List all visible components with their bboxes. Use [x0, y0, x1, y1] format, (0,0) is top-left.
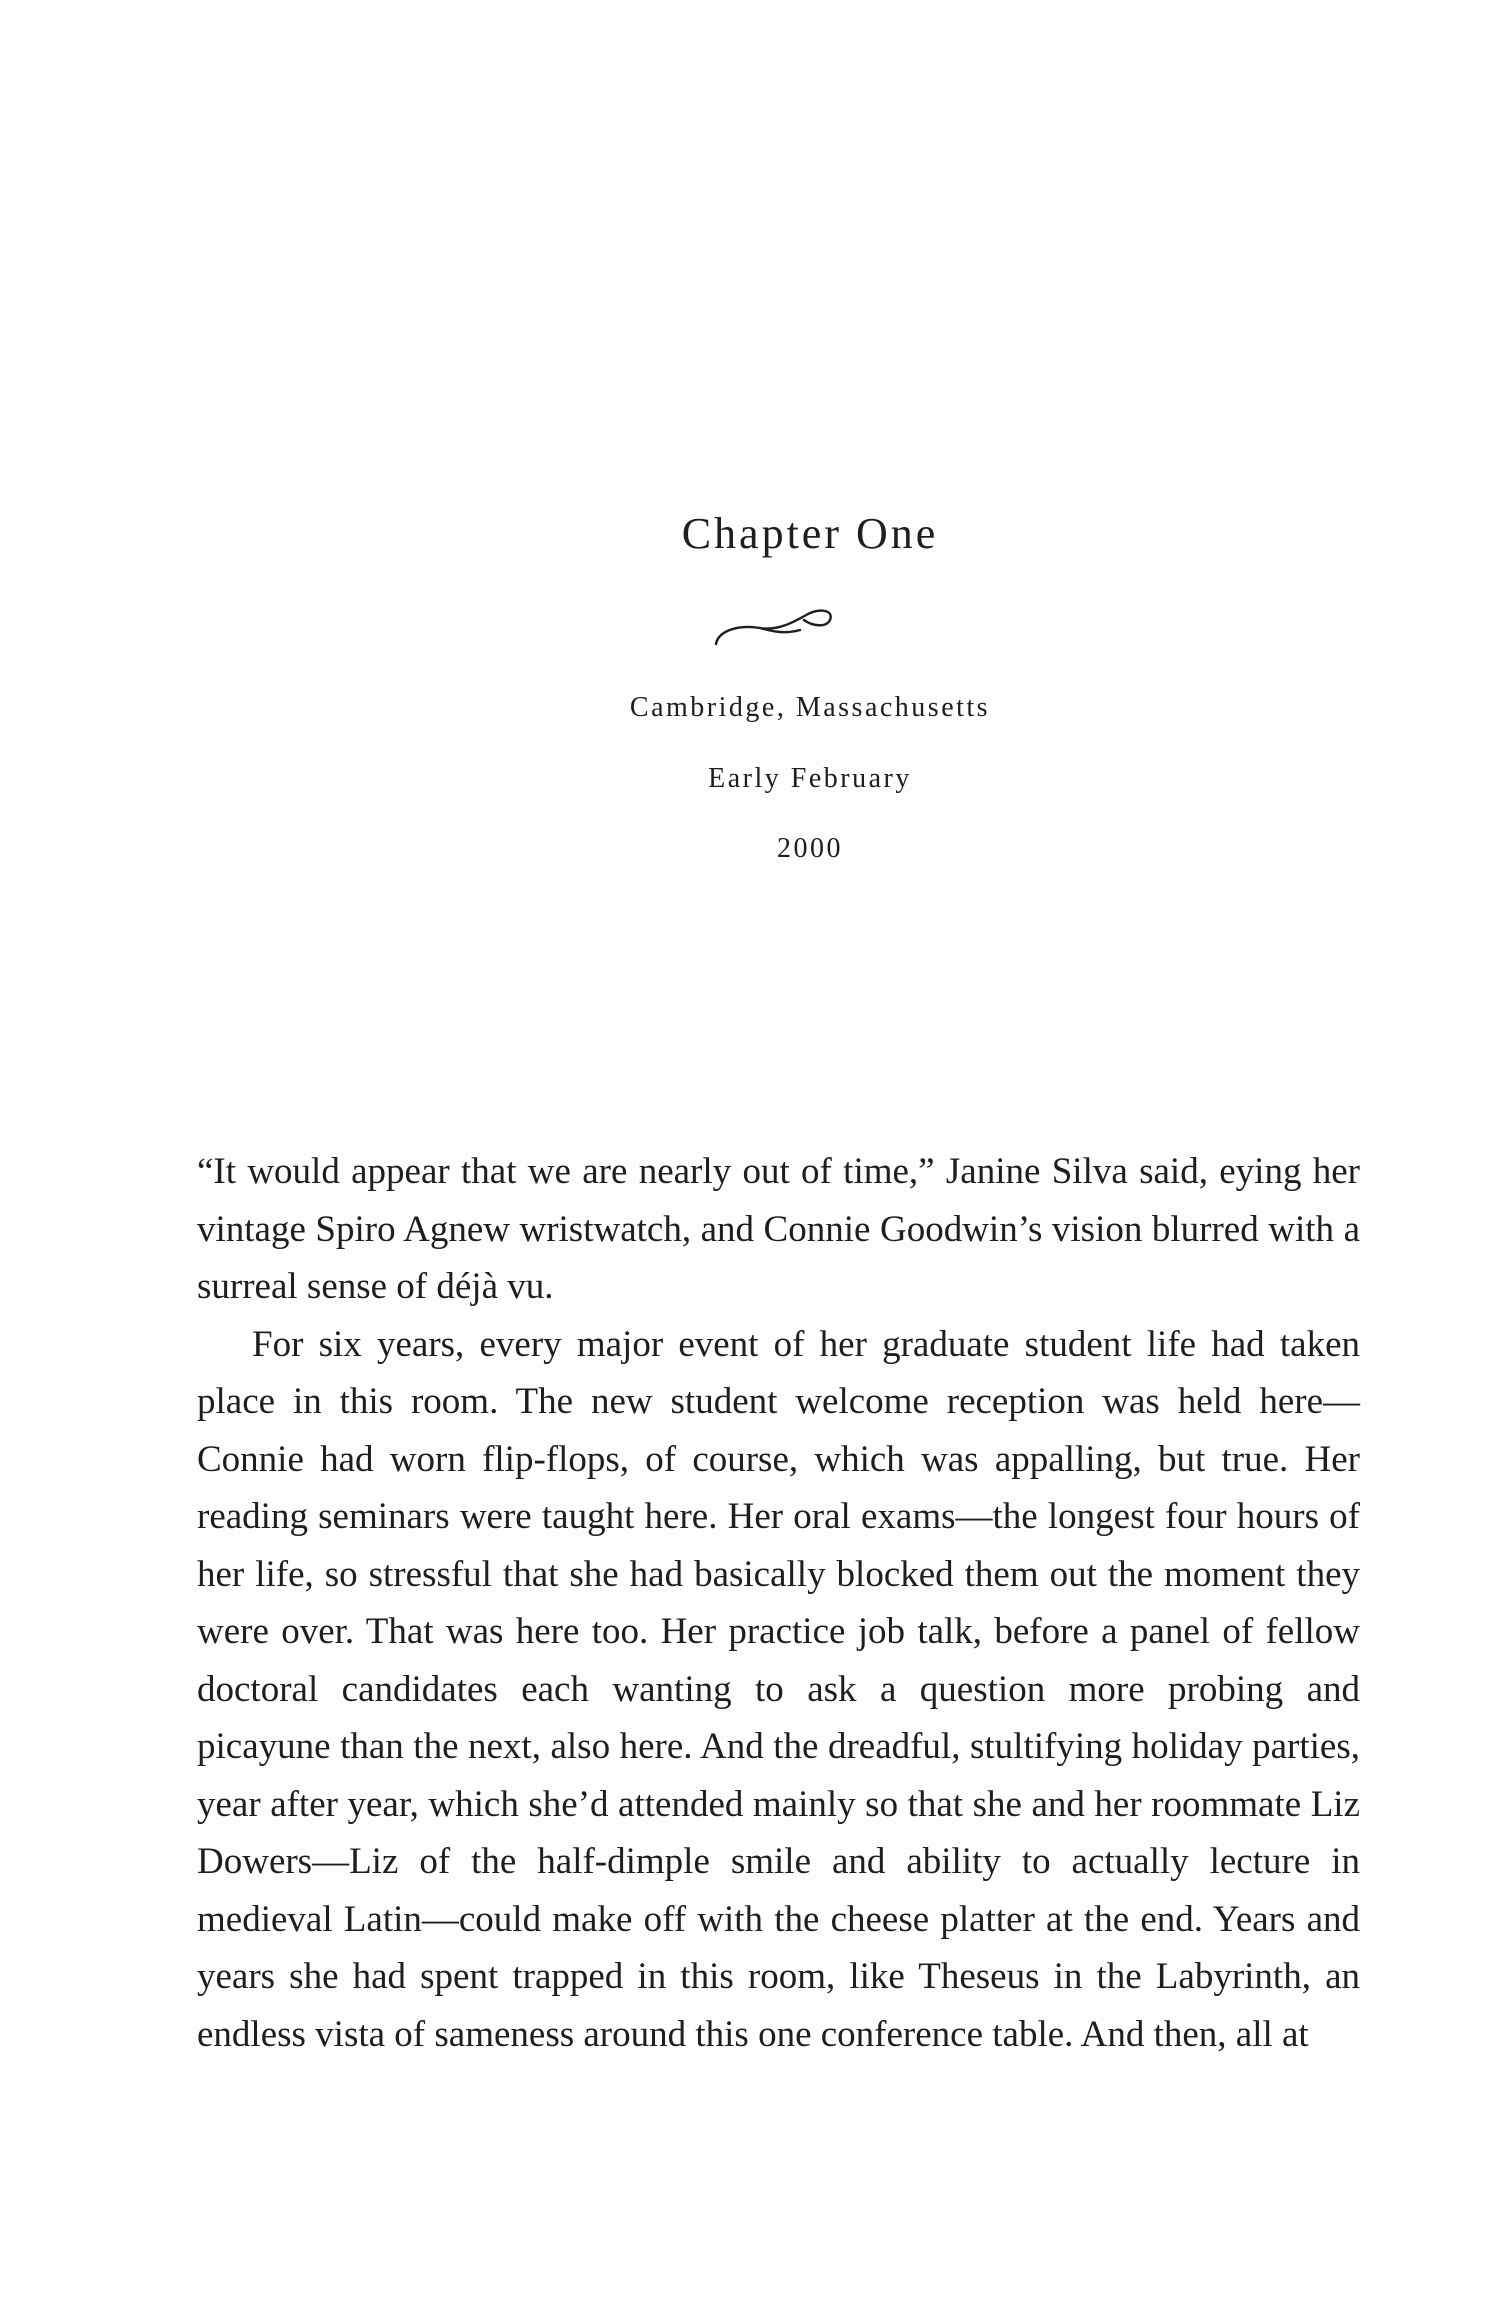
- flourish-ornament-icon: [708, 602, 848, 652]
- paragraph-1: “It would appear that we are nearly out of time,” Janine Silva said, eying her vintage Spiro Agnew wristwatch, and Connie Goodwin’s vision blurred with a surreal sense of déjà vu.: [197, 1151, 1360, 1307]
- chapter-year: 2000: [777, 833, 843, 864]
- chapter-location: Cambridge, Massachusetts: [629, 692, 991, 723]
- paragraph-2: For six years, every major event of her graduate student life had taken place in this room. The new student welcome reception was held here—Connie had worn flip-flops, of course, which was appalling, but true. Her reading seminars were taught here. Her oral exams—the longest four hours of her life, so stressful that she had basically blocked them out the moment they were over. That was here too. Her practice job talk, before a panel of fellow doctoral candidates each wanting to ask a question more probing and picayune than the next, also here. And the dreadful, stultifying holiday parties, year after year, which she’d attended mainly so that she and her roommate Liz Dowers—Liz of the half-dimple smile and ability to actually lecture in medieval Latin—could make off with the cheese platter at the end. Years and years she had spent trapped in this room, like Theseus in the Labyrinth, an endless vista of sameness around this one conference table. And then, all at: [197, 1323, 1360, 2055]
- chapter-title: Chapter One: [681, 509, 939, 558]
- chapter-body: [197, 1143, 1360, 2063]
- chapter-time-of-year: Early February: [708, 763, 912, 794]
